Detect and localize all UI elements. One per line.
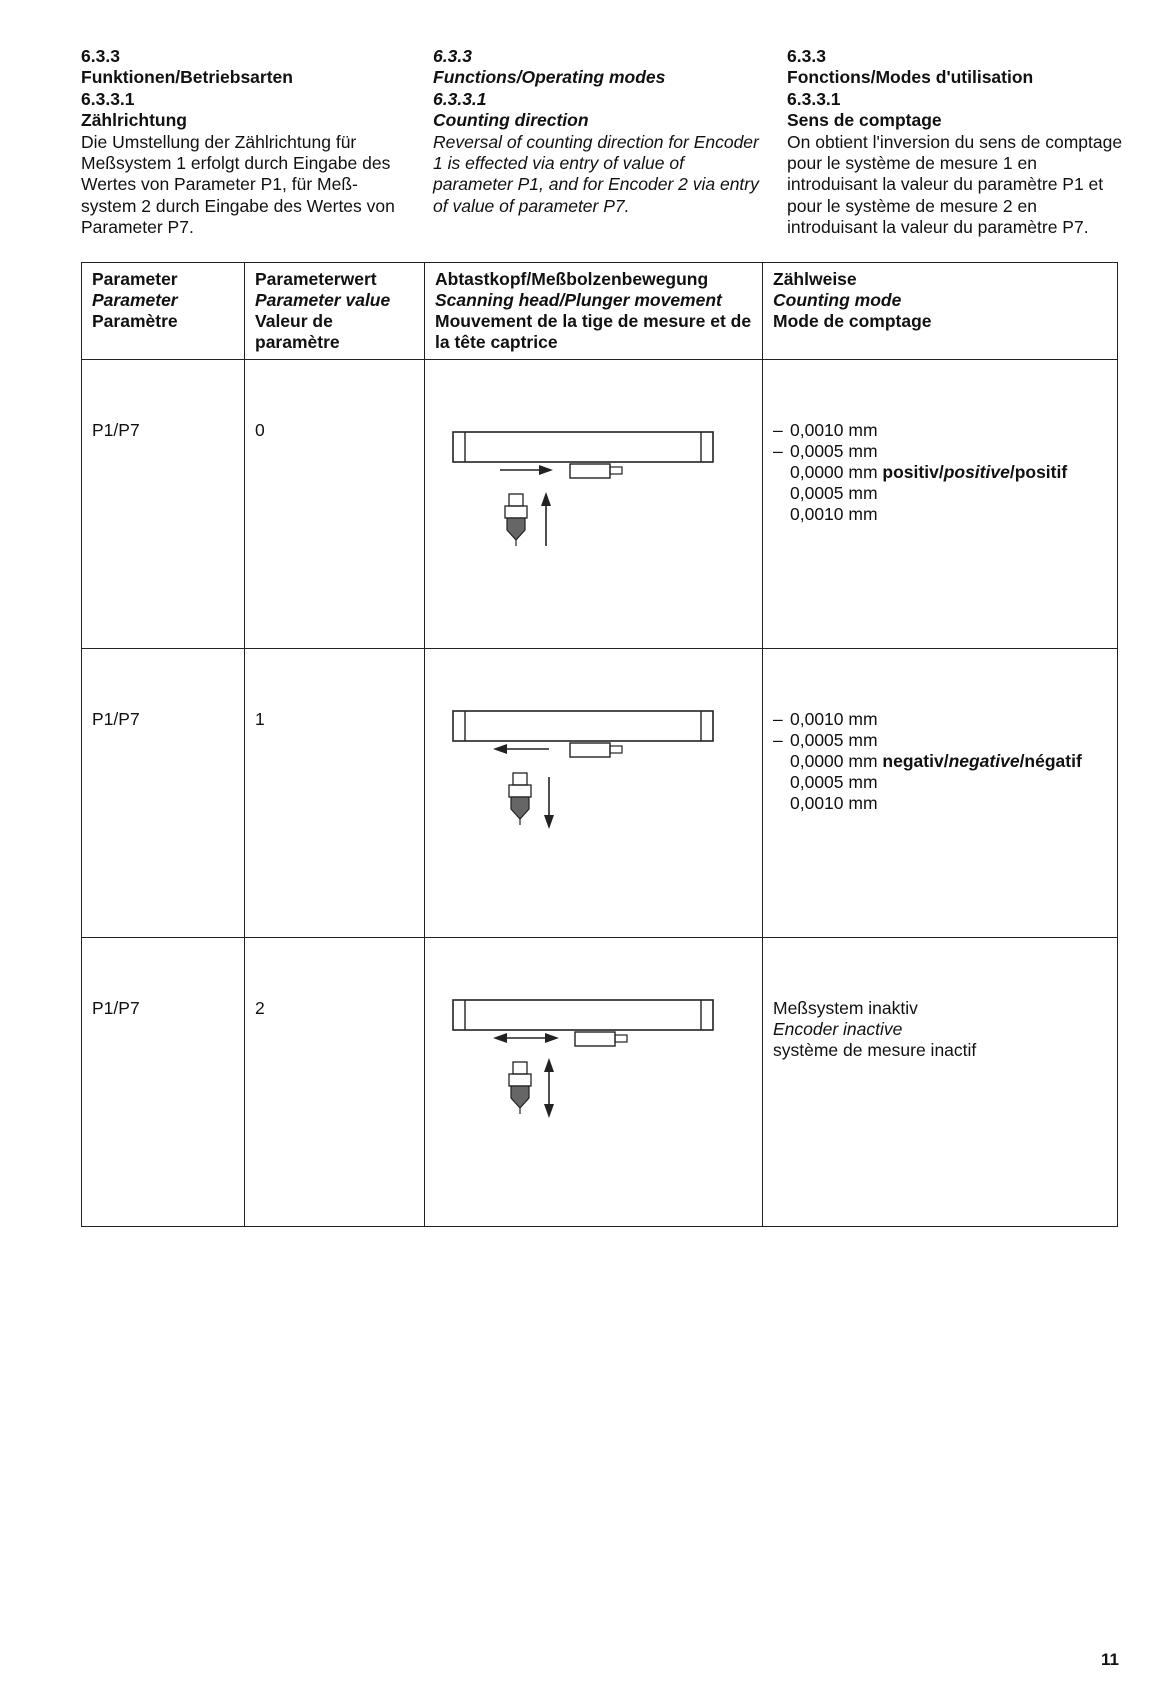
subsection-title: Sens de comptage bbox=[787, 110, 942, 131]
table-header-row bbox=[82, 263, 1118, 360]
intro-column-french bbox=[787, 46, 1127, 239]
count-line: 0,0010 mm bbox=[790, 504, 878, 524]
status-line-de: Meßsystem inaktiv bbox=[773, 998, 918, 1018]
parameter-cell: P1/P7 bbox=[82, 649, 245, 938]
parameter-value-cell: 0 bbox=[245, 360, 425, 649]
counting-mode-cell bbox=[763, 938, 1118, 1227]
counting-direction-label: positiv/positive/positif bbox=[882, 462, 1068, 482]
horizontal-arrow-left-icon bbox=[493, 744, 549, 754]
header-en: Parameter bbox=[92, 290, 178, 310]
scale-housing bbox=[453, 711, 713, 741]
plunger-icon bbox=[509, 1062, 531, 1114]
header-fr: Paramètre bbox=[92, 311, 178, 331]
table-row bbox=[82, 360, 1118, 649]
vertical-double-arrow-icon bbox=[544, 1058, 554, 1118]
plunger-icon bbox=[509, 773, 531, 825]
header-en: Parameter value bbox=[255, 290, 391, 310]
header-en: Counting mode bbox=[773, 290, 902, 310]
section-title: Fonctions/Modes d'utilisation bbox=[787, 67, 1034, 88]
header-counting-mode bbox=[763, 263, 1118, 360]
horizontal-double-arrow-icon bbox=[493, 1033, 559, 1043]
count-line: 0,0000 mm positiv/positive/positif bbox=[790, 462, 1068, 482]
scanning-head bbox=[570, 464, 610, 478]
scale-housing bbox=[453, 1000, 713, 1030]
vertical-arrow-up-icon bbox=[541, 492, 551, 546]
movement-diagram-cell bbox=[425, 938, 763, 1227]
scanning-head bbox=[570, 743, 610, 757]
header-movement bbox=[425, 263, 763, 360]
counting-mode-cell bbox=[763, 649, 1118, 938]
subsection-number: 6.3.3.1 bbox=[787, 88, 841, 109]
movement-diagram-cell bbox=[425, 649, 763, 938]
header-fr: Mode de comptage bbox=[773, 311, 932, 331]
section-title: Funktionen/Betriebsarten bbox=[81, 67, 293, 88]
plunger-icon bbox=[505, 494, 527, 546]
counting-direction-label: negativ/negative/négatif bbox=[882, 751, 1082, 771]
header-fr: Mouvement de la tige de mesure et de la tête captrice bbox=[435, 311, 752, 352]
count-line: – 0,0010 mm bbox=[773, 420, 878, 440]
section-number: 6.3.3 bbox=[81, 46, 120, 66]
body-text: Die Umstellung der Zählrichtung für Meßsystem 1 erfolgt durch Eingabe des Wertes von Parameter P1, für Meß-system 2 durch Eingabe des Wertes von Parameter P7. bbox=[81, 131, 395, 238]
header-fr: Valeur de paramètre bbox=[255, 311, 340, 352]
section-number: 6.3.3 bbox=[787, 46, 826, 66]
count-line: – 0,0005 mm bbox=[773, 730, 878, 750]
scale-housing bbox=[453, 432, 713, 462]
parameter-cell: P1/P7 bbox=[82, 938, 245, 1227]
status-line-en: Encoder inactive bbox=[773, 1019, 903, 1039]
header-parameter-value bbox=[245, 263, 425, 360]
parameter-value-cell: 1 bbox=[245, 649, 425, 938]
vertical-arrow-down-icon bbox=[544, 777, 554, 829]
header-de: Parameter bbox=[92, 269, 178, 289]
subsection-title: Zählrichtung bbox=[81, 110, 187, 131]
body-text: Reversal of counting direction for Encoder 1 is effected via entry of value of parameter P1, and for Encoder 2 via entry of value of parameter P7. bbox=[433, 131, 759, 216]
count-line: 0,0000 mm negativ/negative/négatif bbox=[790, 751, 1082, 771]
intro-column-german bbox=[81, 46, 411, 239]
intro-column-english bbox=[433, 46, 763, 217]
movement-diagram bbox=[425, 360, 755, 590]
subsection-number: 6.3.3.1 bbox=[433, 88, 487, 109]
header-de: Zählweise bbox=[773, 269, 857, 289]
horizontal-arrow-right-icon bbox=[500, 465, 553, 475]
count-line: 0,0005 mm bbox=[790, 483, 878, 503]
movement-diagram bbox=[425, 938, 755, 1168]
counting-mode-cell bbox=[763, 360, 1118, 649]
count-line: – 0,0005 mm bbox=[773, 441, 878, 461]
parameter-value-cell: 2 bbox=[245, 938, 425, 1227]
header-parameter bbox=[82, 263, 245, 360]
movement-diagram bbox=[425, 649, 755, 879]
scanning-head bbox=[575, 1032, 615, 1046]
subsection-number: 6.3.3.1 bbox=[81, 88, 135, 109]
header-de: Abtastkopf/Meßbolzenbewegung bbox=[435, 269, 709, 289]
body-text: On obtient l'inversion du sens de comptage pour le système de mesure 1 en introduisant la valeur du paramètre P1 et pour le système de mesure 2 en introduisant la valeur du paramètre P7. bbox=[787, 131, 1123, 238]
section-number: 6.3.3 bbox=[433, 46, 472, 66]
count-line: 0,0005 mm bbox=[790, 772, 878, 792]
table-row bbox=[82, 649, 1118, 938]
count-line: – 0,0010 mm bbox=[773, 709, 878, 729]
subsection-title: Counting direction bbox=[433, 110, 589, 131]
page-number: 11 bbox=[1101, 1650, 1119, 1669]
section-title: Functions/Operating modes bbox=[433, 67, 666, 88]
table-row bbox=[82, 938, 1118, 1227]
header-de: Parameterwert bbox=[255, 269, 377, 289]
status-line-fr: système de mesure inactif bbox=[773, 1040, 977, 1060]
counting-direction-table bbox=[81, 262, 1118, 1227]
parameter-cell: P1/P7 bbox=[82, 360, 245, 649]
movement-diagram-cell bbox=[425, 360, 763, 649]
count-line: 0,0010 mm bbox=[790, 793, 878, 813]
header-en: Scanning head/Plunger movement bbox=[435, 290, 722, 310]
